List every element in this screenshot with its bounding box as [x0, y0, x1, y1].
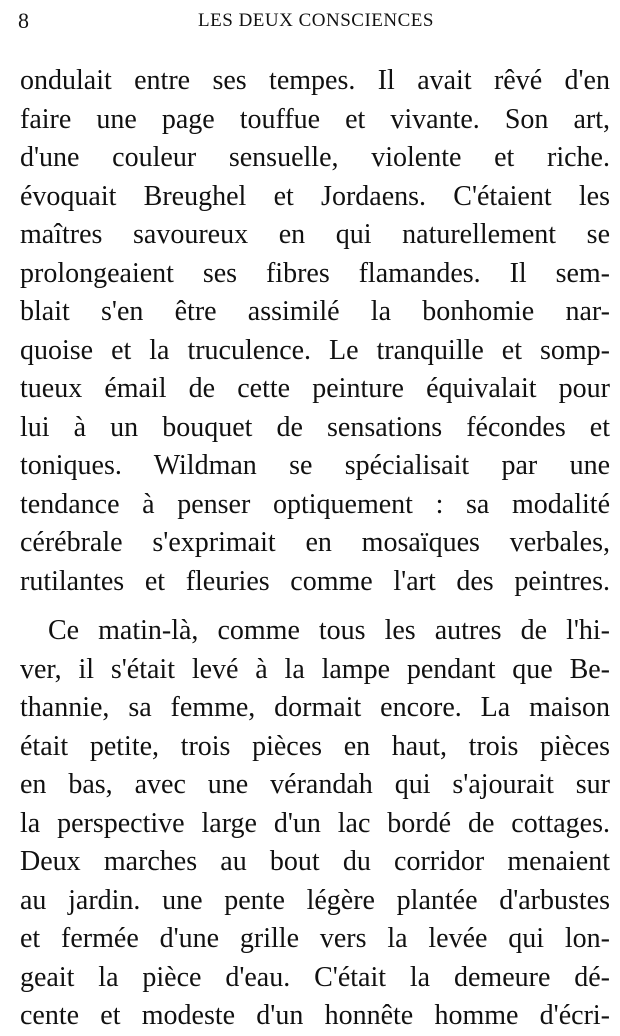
text-line: Ce matin-là, comme tous les autres de l'hi-	[48, 615, 610, 646]
page-number: 8	[18, 8, 29, 33]
text-line: était petite, trois pièces en haut, trois pièces	[20, 730, 610, 762]
text-line: maîtres savoureux en qui naturellement se	[20, 219, 610, 250]
text-line: d'une couleur sensuelle, violente et riche.	[20, 142, 610, 173]
text-line: au jardin. une pente légère plantée d'arbustes	[20, 884, 610, 916]
text-line: en bas, avec une vérandah qui s'ajourait sur	[20, 769, 610, 800]
body-text	[20, 62, 610, 1036]
text-line: prolongeaient ses fibres flamandes. Il sem-	[20, 257, 610, 289]
text-line: ver, il s'était levé à la lampe pendant que Be-	[20, 653, 610, 685]
text-line: geait la pièce d'eau. C'était la demeure dé-	[20, 961, 610, 993]
text-line: rutilantes et fleuries comme l'art des peintres.	[20, 565, 610, 597]
text-line: toniques. Wildman se spécialisait par une	[20, 450, 610, 481]
text-line: tendance à penser optiquement : sa modalité	[20, 488, 610, 520]
text-line: quoise et la truculence. Le tranquille et somp-	[20, 334, 610, 366]
text-line: la perspective large d'un lac bordé de cottages.	[20, 807, 610, 839]
text-line: lui à un bouquet de sensations fécondes et	[20, 411, 610, 443]
paragraph-2	[20, 612, 610, 1036]
text-line: faire une page touffue et vivante. Son art,	[20, 103, 610, 135]
text-line: et fermée d'une grille vers la levée qui lon-	[20, 923, 610, 954]
text-line: blait s'en être assimilé la bonhomie nar-	[20, 296, 610, 327]
text-line: tueux émail de cette peinture équivalait pour	[20, 373, 610, 404]
text-line: cente et modeste d'un honnête homme d'écri-	[20, 1000, 610, 1031]
paragraph-1	[20, 62, 610, 601]
text-line: évoquait Breughel et Jordaens. C'étaient les	[20, 180, 610, 212]
text-line: ondulait entre ses tempes. Il avait rêvé d'en	[20, 65, 610, 96]
text-line: cérébrale s'exprimait en mosaïques verbales,	[20, 527, 610, 558]
paragraph-gap	[20, 601, 610, 612]
text-line: Deux marches au bout du corridor menaient	[20, 846, 610, 877]
running-title: LES DEUX CONSCIENCES	[198, 10, 434, 31]
text-line: thannie, sa femme, dormait encore. La maison	[20, 692, 610, 723]
